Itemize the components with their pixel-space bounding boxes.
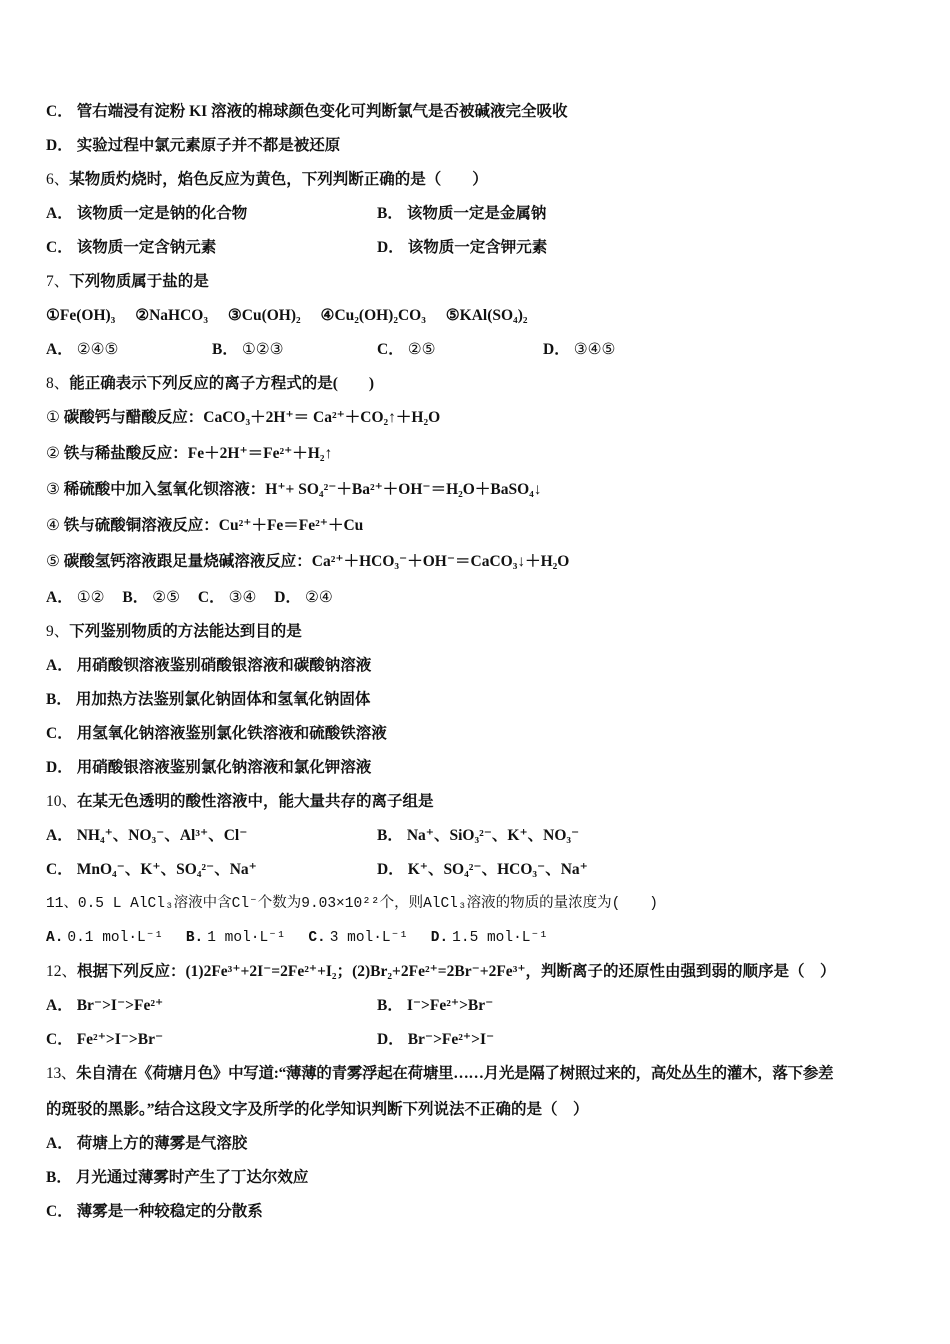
- option-text: MnO₄⁻、K⁺、SO₄²⁻、Na⁺: [76, 861, 257, 878]
- option-text: 1 mol·L⁻¹: [207, 930, 286, 946]
- option-label: A．: [46, 1135, 73, 1152]
- q10-option-b: [377, 826, 579, 846]
- option-label: C．: [377, 341, 404, 358]
- option-text: 用氢氧化钠溶液鉴别氯化铁溶液和硫酸铁溶液: [76, 725, 387, 742]
- option-label: B．: [377, 997, 403, 1014]
- option-text: 3 mol·L⁻¹: [329, 930, 409, 946]
- q8-item-3: [46, 480, 542, 500]
- question-number: 12、: [46, 963, 78, 980]
- item-desc: 碳酸氢钙溶液跟足量烧碱溶液反应：: [63, 553, 312, 570]
- question-number: 7、: [46, 273, 70, 290]
- option-label: C．: [46, 239, 73, 256]
- option-text: I⁻>Fe²⁺>Br⁻: [406, 997, 494, 1014]
- item-equation: Cu²⁺＋Fe＝Fe²⁺＋Cu: [218, 517, 364, 534]
- question-text: 朱自清在《荷塘月色》中写道:“薄薄的青雾浮起在荷塘里……月光是隔了树照过来的，高处丛生的灌木，落下参差: [76, 1065, 834, 1082]
- option-label: A．: [46, 205, 73, 222]
- q13-stem-line2: [46, 1100, 589, 1120]
- option-label: B．: [122, 589, 149, 606]
- option-text: 该物质一定含钠元素: [76, 239, 217, 256]
- q12-option-d: [377, 1030, 494, 1050]
- option-label: B．: [46, 691, 72, 708]
- q12-option-a: [46, 996, 163, 1016]
- option-label: D．: [377, 1031, 404, 1048]
- item-desc: 铁与稀盐酸反应：: [63, 445, 188, 462]
- option-text: 荷塘上方的薄雾是气溶胶: [76, 1135, 248, 1152]
- option-text: 实验过程中氯元素原子并不都是被还原: [76, 137, 341, 154]
- item-equation: CaCO₃＋2H⁺＝ Ca²⁺＋CO₂↑＋H₂O: [203, 409, 441, 426]
- item-mark: ①: [46, 409, 60, 426]
- item-equation: Fe＋2H⁺＝Fe²⁺＋H₂↑: [187, 445, 333, 462]
- q5-option-d: [46, 136, 340, 156]
- option-text: ①②③: [241, 341, 284, 358]
- option-label: C．: [46, 1203, 73, 1220]
- item: ②NaHCO₃: [135, 307, 208, 324]
- option-text: Br⁻>I⁻>Fe²⁺: [76, 997, 164, 1014]
- option-label: A．: [46, 589, 73, 606]
- item-desc: 稀硫酸中加入氢氧化钡溶液：: [63, 481, 266, 498]
- q9-stem: [46, 622, 302, 642]
- option-label: A.: [46, 930, 64, 946]
- q10-stem: [46, 792, 434, 812]
- q8-item-2: [46, 444, 332, 464]
- q7-stem: [46, 272, 209, 292]
- option-text: Br⁻>Fe²⁺>I⁻: [407, 1031, 495, 1048]
- q7-option-d: [543, 340, 615, 360]
- q12-stem: [46, 962, 836, 982]
- q7-option-c: [377, 340, 436, 360]
- q13-stem-line1: [46, 1064, 833, 1084]
- option-label: D．: [377, 239, 404, 256]
- q13-option-c: [46, 1202, 263, 1222]
- question-text: 能正确表示下列反应的离子方程式的是( ): [69, 375, 375, 392]
- option-label: C．: [197, 589, 225, 606]
- option-text: 管右端浸有淀粉 KI 溶液的棉球颜色变化可判断氯气是否被碱液完全吸收: [76, 103, 568, 120]
- option-label: A．: [46, 827, 73, 844]
- q9-option-b: [46, 690, 370, 710]
- q9-option-d: [46, 758, 371, 778]
- option-label: D．: [377, 861, 404, 878]
- option-label: A．: [46, 657, 73, 674]
- question-text: 根据下列反应：(1)2Fe³⁺+2I⁻=2Fe²⁺+I₂；(2)Br₂+2Fe²⁺=2Br⁻+2Fe³⁺，判断离子的还原性由强到弱的顺序是（ ）: [77, 963, 836, 980]
- q10-option-a: [46, 826, 247, 846]
- item-mark: ⑤: [46, 553, 60, 570]
- q8-item-4: [46, 516, 363, 536]
- item-mark: ②: [46, 445, 60, 462]
- option-label: A．: [46, 341, 73, 358]
- option-text: ②⑤: [152, 589, 181, 606]
- option-text: 该物质一定是金属钠: [406, 205, 547, 222]
- q13-option-b: [46, 1168, 308, 1188]
- q8-stem: [46, 374, 374, 394]
- item-equation: H⁺+ SO₄²⁻＋Ba²⁺＋OH⁻＝H₂O＋BaSO₄↓: [265, 481, 542, 498]
- question-number: 11、: [46, 896, 78, 912]
- option-text: ③④: [228, 589, 257, 606]
- question-text: 的斑驳的黑影。”结合这段文字及所学的化学知识判断下列说法不正确的是（ ）: [46, 1101, 589, 1118]
- q11-options: [46, 928, 548, 948]
- item-mark: ④: [46, 517, 60, 534]
- option-text: 薄雾是一种较稳定的分散系: [76, 1203, 263, 1220]
- item: ⑤KAl(SO₄)₂: [445, 307, 528, 324]
- option-label: B．: [377, 205, 403, 222]
- question-text: 在某无色透明的酸性溶液中，能大量共存的离子组是: [77, 793, 434, 810]
- option-label: C．: [46, 725, 73, 742]
- q11-stem: [46, 894, 658, 914]
- item: ④Cu₂(OH)₂CO₃: [320, 307, 426, 324]
- question-text: 0.5 L AlCl₃溶液中含Cl⁻个数为9.03×10²²个，则AlCl₃溶液的物质的量浓度为( ): [77, 896, 658, 912]
- option-label: D．: [46, 137, 73, 154]
- q8-item-1: [46, 408, 440, 428]
- option-label: C．: [46, 103, 73, 120]
- q7-items: [46, 306, 528, 326]
- question-number: 10、: [46, 793, 78, 810]
- q9-option-a: [46, 656, 371, 676]
- q6-stem: [46, 170, 488, 190]
- q12-option-c: [46, 1030, 163, 1050]
- question-number: 8、: [46, 375, 70, 392]
- option-text: ③④⑤: [573, 341, 616, 358]
- option-text: 0.1 mol·L⁻¹: [67, 930, 164, 946]
- q6-option-b: [377, 204, 546, 224]
- option-label: D．: [274, 589, 301, 606]
- q10-option-d: [377, 860, 588, 880]
- q9-option-c: [46, 724, 387, 744]
- question-number: 9、: [46, 623, 70, 640]
- q10-option-c: [46, 860, 257, 880]
- item-mark: ③: [46, 481, 60, 498]
- option-label: D．: [46, 759, 73, 776]
- option-text: 用硝酸钡溶液鉴别硝酸银溶液和碳酸钠溶液: [76, 657, 372, 674]
- option-text: 用加热方法鉴别氯化钠固体和氢氧化钠固体: [75, 691, 371, 708]
- q8-item-5: [46, 552, 569, 572]
- option-text: 用硝酸银溶液鉴别氯化钠溶液和氯化钾溶液: [76, 759, 372, 776]
- option-label: B．: [212, 341, 238, 358]
- option-text: NH₄⁺、NO₃⁻、Al³⁺、Cl⁻: [76, 827, 248, 844]
- option-text: 该物质一定含钾元素: [407, 239, 548, 256]
- q6-option-c: [46, 238, 216, 258]
- option-label: D．: [543, 341, 570, 358]
- q6-option-d: [377, 238, 547, 258]
- option-text: ①②: [76, 589, 105, 606]
- q7-option-b: [212, 340, 284, 360]
- option-label: C.: [308, 930, 326, 946]
- question-number: 6、: [46, 171, 70, 188]
- option-text: Fe²⁺>I⁻>Br⁻: [76, 1031, 164, 1048]
- option-text: K⁺、SO₄²⁻、HCO₃⁻、Na⁺: [407, 861, 588, 878]
- option-text: ②④: [304, 589, 333, 606]
- option-text: ②⑤: [407, 341, 436, 358]
- option-label: C．: [46, 861, 73, 878]
- q7-option-a: [46, 340, 118, 360]
- option-label: B．: [377, 827, 403, 844]
- q12-option-b: [377, 996, 493, 1016]
- item-desc: 铁与硫酸铜溶液反应：: [63, 517, 219, 534]
- question-text: 下列鉴别物质的方法能达到目的是: [69, 623, 302, 640]
- option-label: A．: [46, 997, 73, 1014]
- option-text: 该物质一定是钠的化合物: [76, 205, 248, 222]
- q8-options: [46, 588, 333, 608]
- option-label: B．: [46, 1169, 72, 1186]
- option-label: B.: [185, 930, 204, 946]
- q13-option-a: [46, 1134, 247, 1154]
- item: ③Cu(OH)₂: [227, 307, 301, 324]
- option-label: C．: [46, 1031, 73, 1048]
- q6-option-a: [46, 204, 247, 224]
- q5-option-c: [46, 102, 568, 122]
- item: ①Fe(OH)₃: [46, 307, 116, 324]
- option-label: D.: [430, 930, 449, 946]
- item-equation: Ca²⁺＋HCO₃⁻＋OH⁻＝CaCO₃↓＋H₂O: [311, 553, 570, 570]
- option-text: 1.5 mol·L⁻¹: [452, 930, 548, 946]
- item-desc: 碳酸钙与醋酸反应：: [63, 409, 204, 426]
- option-text: ②④⑤: [76, 341, 119, 358]
- option-text: Na⁺、SiO₃²⁻、K⁺、NO₃⁻: [406, 827, 580, 844]
- question-text: 某物质灼烧时，焰色反应为黄色，下列判断正确的是（ ）: [69, 171, 488, 188]
- option-text: 月光通过薄雾时产生了丁达尔效应: [75, 1169, 309, 1186]
- question-text: 下列物质属于盐的是: [69, 273, 209, 290]
- question-number: 13、: [46, 1065, 77, 1082]
